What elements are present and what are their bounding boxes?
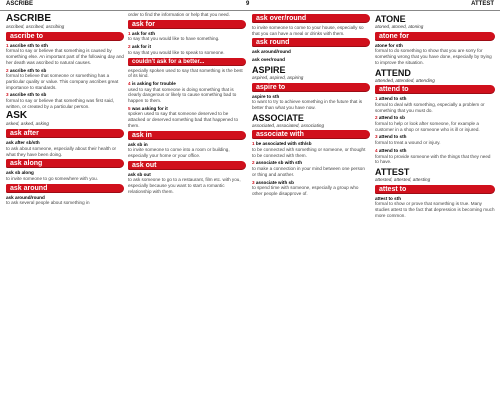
sense-definition: to spend time with someone, especially a group who other people disapprove of. (252, 185, 359, 196)
pattern: ask sb in (128, 141, 148, 147)
phrasal-verb-bar: ask along (6, 159, 124, 168)
phrasal-verb-bar: ask out (128, 161, 246, 170)
headword-forms: atoned, atoned, atoning (375, 24, 424, 29)
sense-3: 3 attend to sth (375, 134, 407, 140)
phrasal-verb-bar: associate with (252, 130, 370, 139)
continued-text: order to find the information or help that you need. (128, 12, 230, 17)
pattern: ask around/round (6, 194, 45, 200)
headword-ascribe: ASCRIBE (6, 13, 52, 24)
running-head (0, 0, 500, 11)
sense-definition: used to say that someone is doing something that is clearly dangerous or likely to cause something bad to happen to them. (128, 86, 237, 104)
sense-definition: to say that you would like to have something. (128, 36, 220, 42)
sense-definition: to make a connection in your mind between one person or thing and another. (252, 166, 365, 177)
sense-definition: to want to try to achieve something in the future that is better than what you have now. (252, 99, 363, 110)
sense-5: 5 was asking for it (128, 105, 168, 111)
pattern: ask sb out (128, 171, 151, 177)
pattern: ask after sb/sth (6, 140, 40, 146)
sense-definition: to invite someone to come to your house, especially so that you can have a meal or drinks with them. (252, 25, 364, 36)
running-head-right: ATTEST (471, 1, 494, 7)
headword-aspire: ASPIRE (252, 64, 286, 75)
sense-definition: to say that you would like to speak to someone. (128, 49, 225, 55)
sense-definition: to be connected with something or someone, or thought to be connected with them. (252, 147, 366, 158)
pattern: aspire to sth (252, 93, 280, 99)
sense-definition: spoken used to say that someone deserved to be attacked or deserved something bad that happened to them. (128, 111, 239, 128)
sense-definition: formal to do something to show that you are sorry for something wrong that you have done, especially by trying to improve the situation. (375, 48, 492, 65)
headword-attend: ATTEND (375, 67, 411, 78)
pattern: atone for sth (375, 42, 403, 48)
sense-definition: formal to show or prove that something is true. Many studies attest to the fact that depression is becoming much more common. (375, 201, 495, 218)
sense-3: 3 associate with sb (252, 179, 294, 185)
sense-definition: formal to treat a wound or injury. (375, 140, 441, 146)
headword-forms: aspired, aspired, aspiring (252, 74, 304, 80)
phrasal-verb-bar: ask in (128, 131, 246, 140)
sense-4: 4 attend to sth (375, 147, 407, 153)
headword-forms: asked, asked, asking (6, 121, 49, 127)
sense-2: 2 associate sb with sth (252, 160, 303, 166)
headword-atone: ATONE (375, 14, 406, 24)
sense-definition: formal to say or believe that something was first said, written, or created by a particular person. (6, 98, 115, 109)
phrasal-verb-bar: attend to (375, 85, 495, 94)
headword-forms: attended, attended, attending (375, 77, 435, 83)
sense-1: 1 ask for sth (128, 30, 156, 36)
sense-definition: to ask about someone, especially about their health or what they have been doing. (6, 145, 117, 157)
sense-4: 4 is asking for trouble (128, 80, 176, 86)
phrasal-verb-bar: couldn't ask for a better... (128, 58, 246, 66)
column-2 (128, 12, 246, 406)
sense-definition: especially spoken used to say that something is the best of its kind. (128, 67, 243, 79)
phrasal-verb-bar: ask round (252, 38, 370, 47)
headword-ask: ASK (6, 110, 28, 122)
sense-definition: formal to provide someone with the things that they need to have. (375, 153, 491, 165)
phrasal-verb-bar: ask around (6, 184, 124, 193)
headword-forms: ascribed, ascribed, ascribing (6, 24, 65, 29)
phrasal-verb-bar: atone for (375, 32, 495, 41)
sense-definition: formal to say or believe that something is caused by something else. An important part of the following day and her death was ascribed to natural causes. (6, 48, 124, 65)
page-number: 9 (246, 1, 250, 7)
sense-definition: to invite someone to go somewhere with you. (6, 175, 98, 181)
phrasal-verb-bar: ask after (6, 129, 124, 138)
sense-definition: formal to believe that someone or something has a particular quality or value. This company ascribes great importance to standards. (6, 73, 119, 90)
pattern: ask around/round (252, 49, 291, 55)
sense-definition: formal to help or look after someone, for example a customer in a shop or someone who is ill or injured. (375, 121, 480, 132)
pattern: ask sb along (6, 170, 34, 176)
pattern: ask over/round (252, 57, 285, 63)
sense-2: 2 ask for it (128, 44, 151, 50)
sense-1: 1 attend to sth (375, 96, 407, 102)
phrasal-verb-bar: aspire to (252, 83, 370, 92)
phrasal-verb-bar: ascribe to (6, 32, 124, 41)
sense-definition: to ask several people about something in (6, 200, 90, 206)
sense-2: 2 ascribe sth to sb (6, 67, 47, 73)
headword-attest: ATTEST (375, 166, 410, 177)
headword-forms: attested, attested, attesting (375, 176, 431, 182)
sense-3: 3 ascribe sth to sb (6, 92, 47, 98)
column-4 (375, 12, 495, 406)
sense-1: 1 be associated with sth/sb (252, 141, 312, 147)
running-head-left: ASCRIBE (6, 1, 34, 7)
column-3 (252, 12, 370, 406)
sense-definition: to ask someone to go to a restaurant, film etc. with you, especially because you want to start a romantic relationship with them. (128, 177, 241, 194)
headword-associate: ASSOCIATE (252, 112, 304, 123)
sense-1: 1 ascribe sth to sth (6, 42, 48, 48)
sense-definition: to invite someone to come into a room or building, especially your home or your office. (128, 147, 230, 158)
headword-forms: associated, associated, associating (252, 122, 325, 128)
sense-2: 2 attend to sb (375, 115, 405, 121)
pattern: attest to sth (375, 195, 402, 201)
phrasal-verb-bar: ask over/round (252, 14, 370, 23)
sense-definition: formal to deal with something, especially a problem or something that you must do. (375, 101, 485, 113)
phrasal-verb-bar: attest to (375, 185, 495, 194)
phrasal-verb-bar: ask for (128, 20, 246, 29)
column-1 (6, 12, 124, 406)
